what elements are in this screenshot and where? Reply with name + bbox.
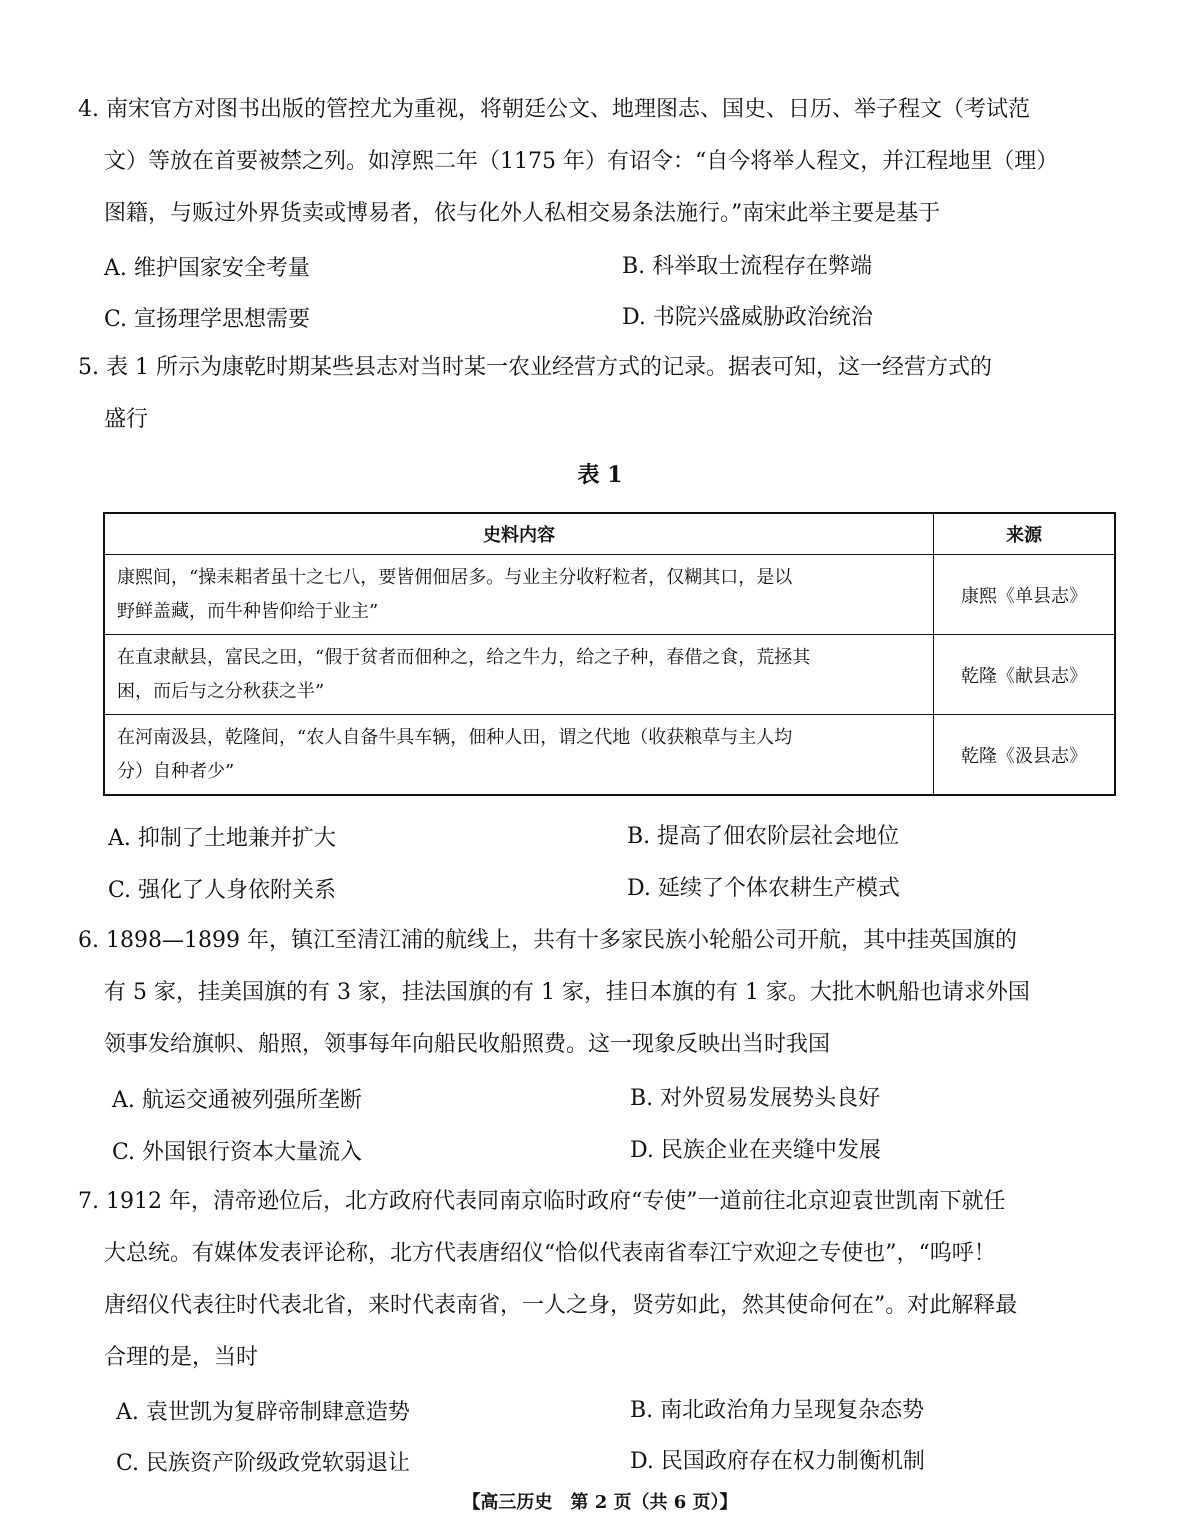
question-6 (78, 915, 1138, 1071)
question-6-stem-line: 6. 1898—1899 年，镇江至清江浦的航线上，共有十多家民族小轮船公司开航，其中挂英国旗的 (78, 928, 1017, 953)
question-5-stem-line: 盛行 (104, 407, 149, 432)
question-7-option-a: A. 袁世凯为复辟帝制肆意造势 (116, 1400, 410, 1425)
table-row (104, 555, 1115, 635)
question-7 (78, 1176, 1138, 1384)
table-row (104, 715, 1115, 796)
question-4-option-b: B. 科举取士流程存在弊端 (622, 254, 873, 279)
question-6-option-b: B. 对外贸易发展势头良好 (630, 1086, 881, 1111)
question-4-stem-line: 4. 南宋官方对图书出版的管控尤为重视，将朝廷公文、地理图志、国史、日历、举子程文（考试范 (78, 97, 1030, 122)
question-6-stem-line: 领事发给旗帜、船照，领事每年向船民收船照费。这一现象反映出当时我国 (104, 1032, 831, 1057)
question-4-option-a: A. 维护国家安全考量 (104, 256, 310, 281)
table-row (104, 635, 1115, 715)
question-7-stem-line: 合理的是，当时 (104, 1345, 259, 1370)
question-5 (78, 342, 1138, 446)
question-7-stem-line: 大总统。有媒体发表评论称，北方代表唐绍仪“恰似代表南省奉江宁欢迎之专使也”，“呜呼！ (104, 1241, 996, 1266)
question-4 (78, 84, 1138, 240)
question-7-option-c: C. 民族资产阶级政党软弱退让 (116, 1451, 411, 1476)
table-cell-source: 乾隆《献县志》 (934, 635, 1116, 715)
table-cell-source: 乾隆《汲县志》 (934, 715, 1116, 796)
table-cell-content (104, 715, 934, 796)
table-cell-content (104, 635, 934, 715)
table-header-row (104, 513, 1115, 555)
cell-line: 康熙间，“操耒耜者虽十之七八，要皆佣佃居多。与业主分收籽粒者，仅糊其口，是以 (117, 566, 793, 588)
question-5-option-d: D. 延续了个体农耕生产模式 (627, 876, 900, 901)
source-table (103, 512, 1116, 796)
question-5-option-b: B. 提高了佃农阶层社会地位 (627, 824, 900, 849)
question-6-option-c: C. 外国银行资本大量流入 (112, 1140, 363, 1165)
question-6-option-a: A. 航运交通被列强所垄断 (112, 1088, 362, 1113)
page-footer: 【高三历史 第 2 页（共 6 页）】 (462, 1492, 738, 1513)
cell-line: 分）自种者少” (117, 760, 235, 782)
cell-line: 在河南汲县，乾隆间，“农人自备牛具车辆，佃种人田，谓之代地（收获粮草与主人均 (117, 726, 793, 748)
cell-line: 困，而后与之分秋获之半” (117, 680, 325, 702)
cell-line: 野鲜盖藏，而牛种皆仰给于业主” (117, 600, 379, 622)
table-header-content: 史料内容 (104, 513, 934, 555)
cell-line: 在直隶献县，富民之田，“假于贫者而佃种之，给之牛力，给之子种，春借之食，荒拯其 (117, 646, 811, 668)
question-4-option-c: C. 宣扬理学思想需要 (104, 307, 311, 332)
table-header-source: 来源 (934, 513, 1116, 555)
question-5-stem-line: 5. 表 1 所示为康乾时期某些县志对当时某一农业经营方式的记录。据表可知，这一经营方式的 (78, 355, 992, 380)
question-4-stem-line: 文）等放在首要被禁之列。如淳熙二年（1175 年）有诏令：“自今将举人程文，并江程地里（理） (104, 149, 1059, 174)
question-7-stem-line: 唐绍仪代表往时代表北省，来时代表南省，一人之身，贤劳如此，然其使命何在”。对此解释最 (104, 1293, 1018, 1318)
table-caption: 表 1 (577, 462, 623, 488)
table-cell-source: 康熙《单县志》 (934, 555, 1116, 635)
table-cell-content (104, 555, 934, 635)
question-5-option-c: C. 强化了人身依附关系 (108, 878, 337, 903)
question-6-stem-line: 有 5 家，挂美国旗的有 3 家，挂法国旗的有 1 家，挂日本旗的有 1 家。大批木帆船也请求外国 (104, 980, 1030, 1005)
question-7-stem-line: 7. 1912 年，清帝逊位后，北方政府代表同南京临时政府“专使”一道前往北京迎袁世凯南下就任 (78, 1189, 1006, 1214)
question-4-stem-line: 图籍，与贩过外界货卖或博易者，依与化外人私相交易条法施行。”南宋此举主要是基于 (104, 201, 941, 226)
question-7-option-d: D. 民国政府存在权力制衡机制 (630, 1449, 925, 1474)
question-7-option-b: B. 南北政治角力呈现复杂态势 (630, 1398, 925, 1423)
question-4-option-d: D. 书院兴盛威胁政治统治 (622, 305, 873, 330)
question-6-option-d: D. 民族企业在夹缝中发展 (630, 1138, 881, 1163)
question-5-option-a: A. 抑制了土地兼并扩大 (108, 826, 336, 851)
